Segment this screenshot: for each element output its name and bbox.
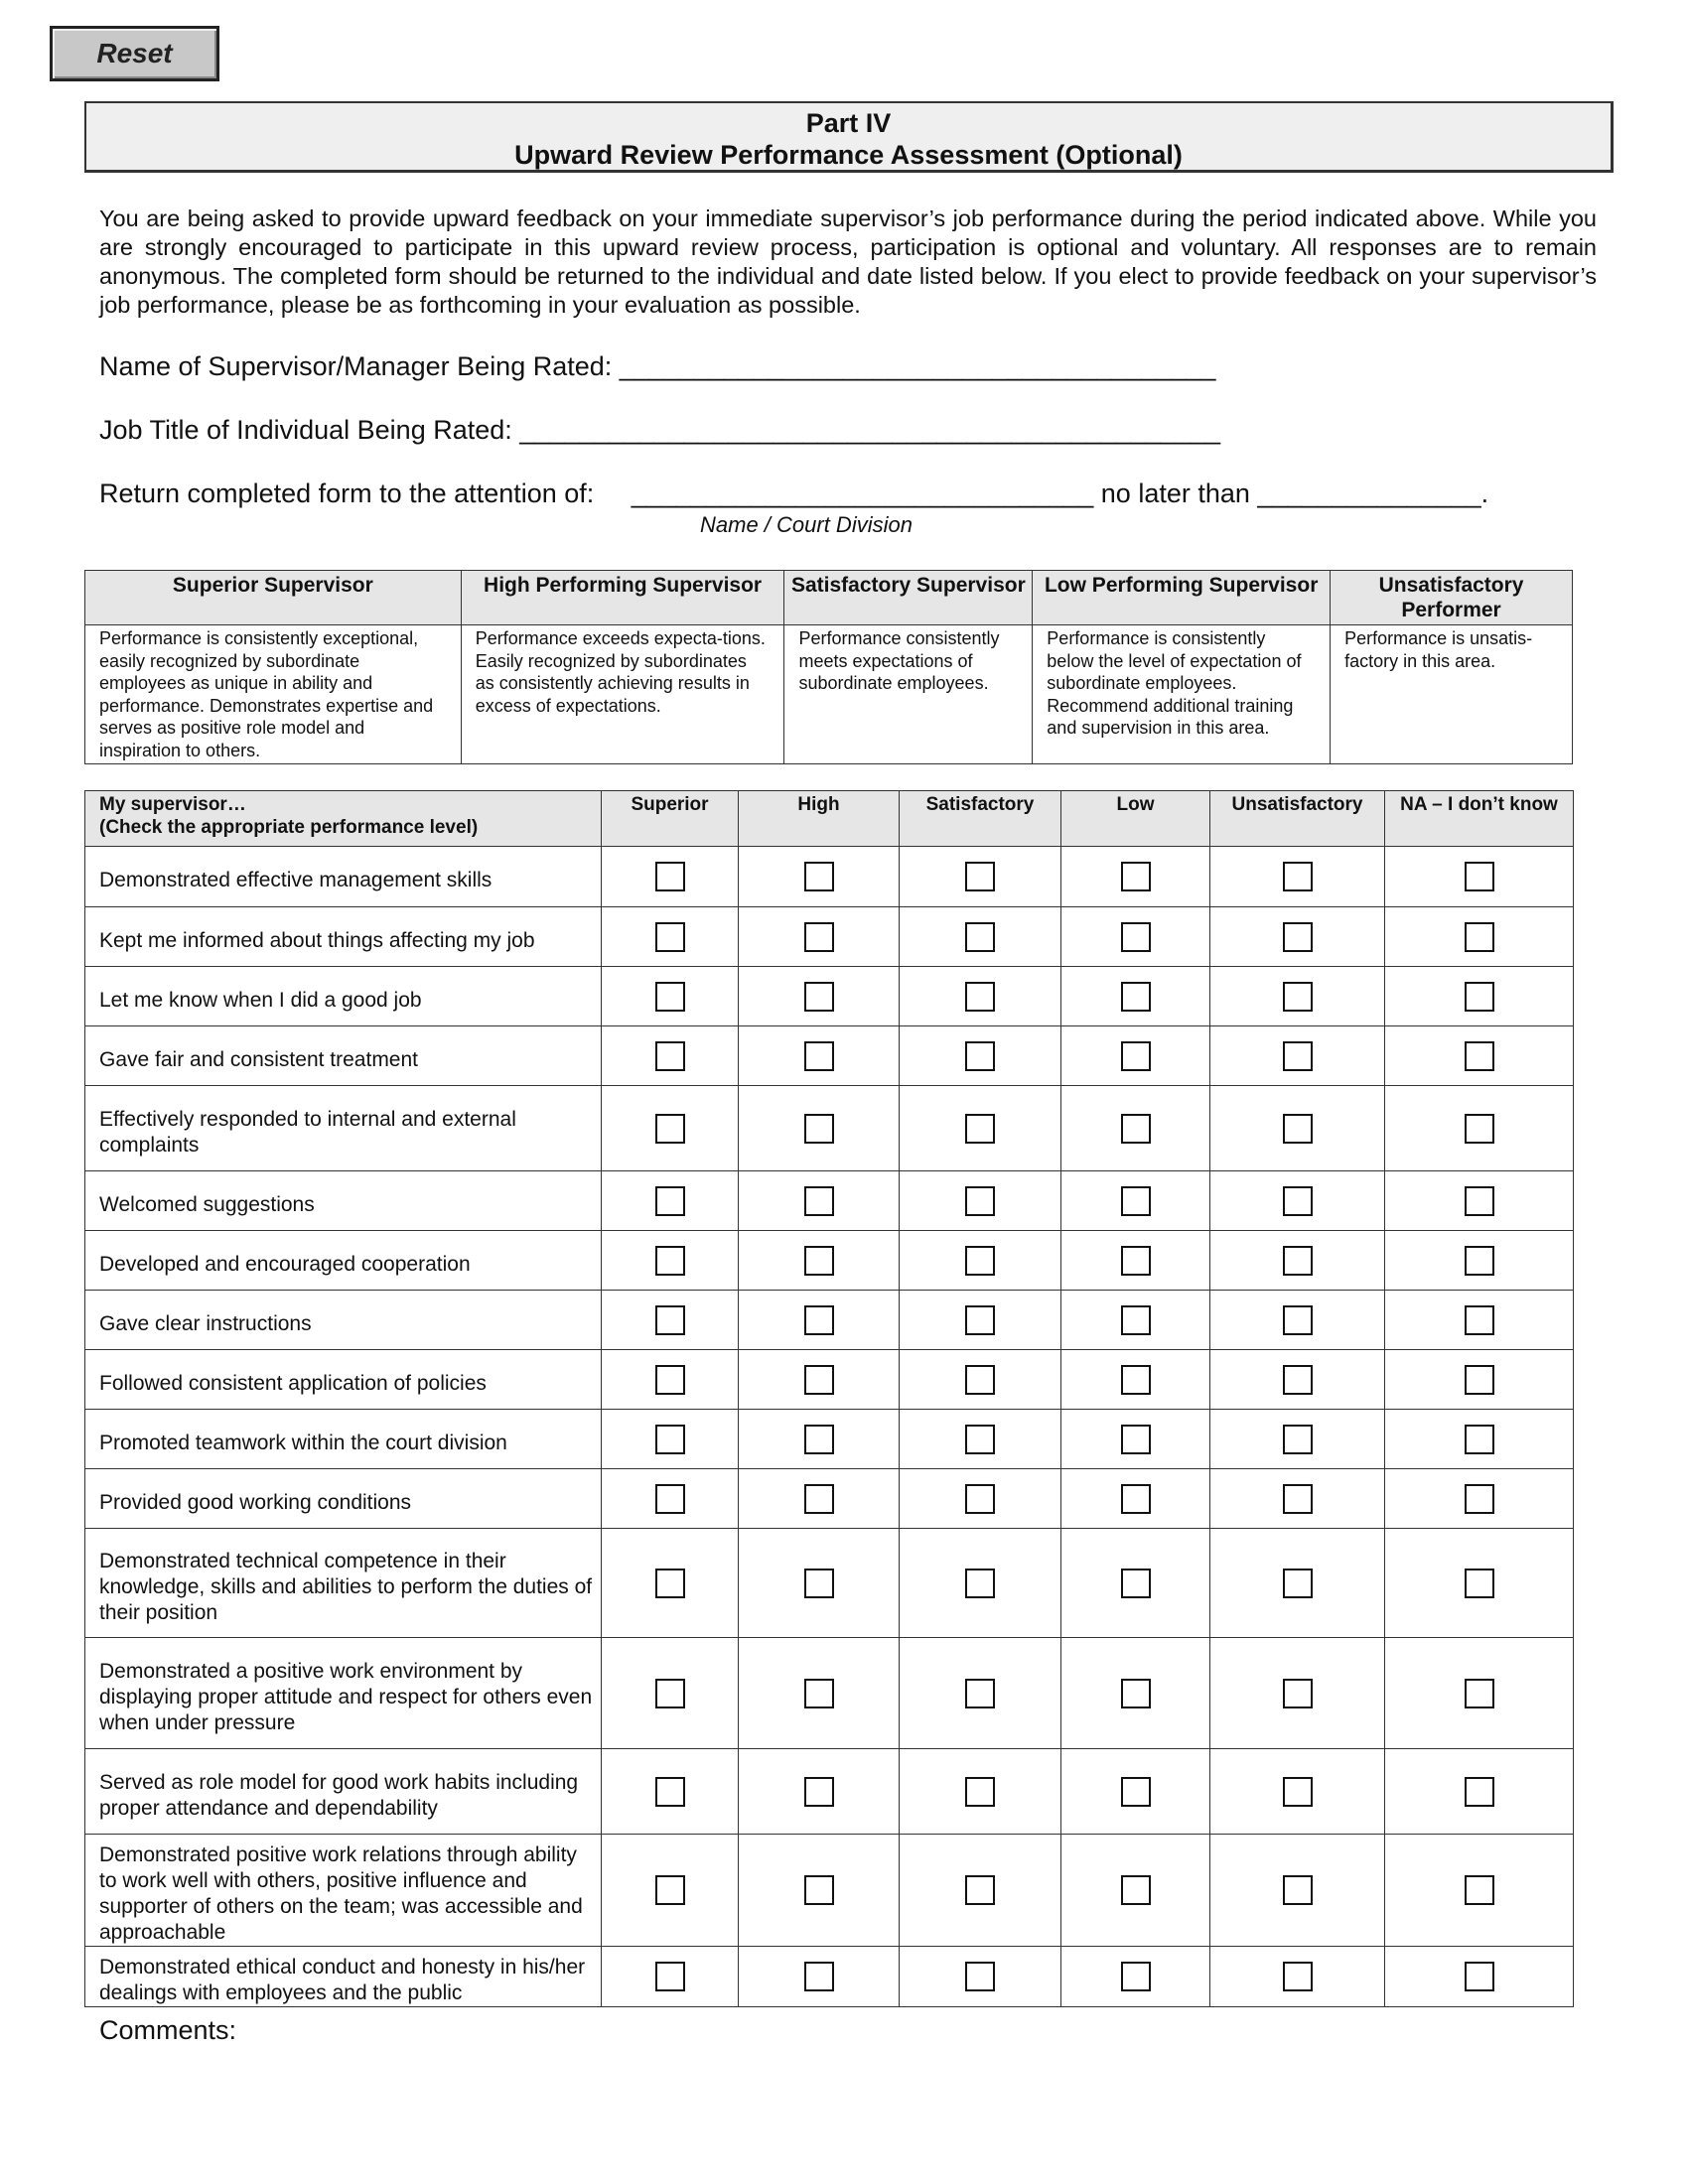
rating-cell-na: [1385, 967, 1574, 1026]
criterion-text: Promoted teamwork within the court division: [99, 1431, 507, 1454]
criterion-text: Demonstrated positive work relations through ability to work well with others, positive influence and supporter of others on the team; was accessible and approachable: [99, 1843, 583, 1944]
rating-cell-unsatisfactory: [1210, 1291, 1385, 1350]
checkbox-low[interactable]: [1121, 1246, 1151, 1276]
table-row: [85, 1410, 1574, 1469]
level-title: Satisfactory Supervisor: [784, 571, 1033, 625]
rating-cell-na: [1385, 1469, 1574, 1529]
reset-button[interactable]: Reset: [50, 26, 219, 81]
rating-cell-low: [1061, 1469, 1210, 1529]
checkbox-superior[interactable]: [655, 1679, 685, 1708]
column-na: NA – I don’t know: [1385, 791, 1574, 847]
table-row: [85, 1947, 1574, 2007]
rating-cell-na: [1385, 847, 1574, 907]
column-unsatisfactory: Unsatisfactory: [1210, 791, 1385, 847]
checkbox-low[interactable]: [1121, 1569, 1151, 1598]
rating-cell-unsatisfactory: [1210, 907, 1385, 967]
checkbox-na[interactable]: [1465, 1679, 1494, 1708]
checkbox-superior[interactable]: [655, 1246, 685, 1276]
return-caption: Name / Court Division: [700, 512, 913, 537]
checkbox-superior[interactable]: [655, 1041, 685, 1071]
part-number: Part IV: [805, 108, 892, 138]
rating-cell-low: [1061, 1529, 1210, 1638]
criterion-label: [85, 1350, 602, 1410]
rating-cell-superior: [602, 1835, 739, 1947]
column-low: Low: [1061, 791, 1210, 847]
checkbox-low[interactable]: [1121, 1875, 1151, 1905]
checkbox-satisfactory[interactable]: [965, 1484, 995, 1514]
rating-cell-superior: [602, 1469, 739, 1529]
rating-cell-unsatisfactory: [1210, 1086, 1385, 1171]
rating-cell-low: [1061, 1638, 1210, 1749]
rating-cell-satisfactory: [900, 1749, 1061, 1835]
rating-cell-unsatisfactory: [1210, 1529, 1385, 1638]
criterion-label: [85, 1835, 602, 1947]
rating-cell-unsatisfactory: [1210, 967, 1385, 1026]
rating-header-line2: (Check the appropriate performance level): [99, 817, 479, 838]
checkbox-satisfactory[interactable]: [965, 1679, 995, 1708]
checkbox-superior[interactable]: [655, 1962, 685, 1991]
rating-cell-high: [739, 1835, 900, 1947]
part-header: [84, 101, 1614, 173]
rating-cell-high: [739, 1469, 900, 1529]
rating-cell-satisfactory: [900, 1529, 1061, 1638]
level-title: Superior Supervisor: [85, 571, 462, 625]
table-row: [85, 1835, 1574, 1947]
table-row: [85, 1291, 1574, 1350]
checkbox-high[interactable]: [804, 1041, 834, 1071]
criterion-label: [85, 967, 602, 1026]
checkbox-low[interactable]: [1121, 1186, 1151, 1216]
rating-cell-high: [739, 967, 900, 1026]
rating-cell-satisfactory: [900, 1410, 1061, 1469]
table-row: [85, 1026, 1574, 1086]
checkbox-unsatisfactory[interactable]: [1283, 1305, 1313, 1335]
rating-cell-unsatisfactory: [1210, 1638, 1385, 1749]
checkbox-high[interactable]: [804, 1425, 834, 1454]
rating-cell-low: [1061, 847, 1210, 907]
criterion-text: Gave fair and consistent treatment: [99, 1047, 418, 1071]
rating-cell-low: [1061, 907, 1210, 967]
checkbox-superior[interactable]: [655, 1114, 685, 1144]
rating-cell-low: [1061, 1835, 1210, 1947]
checkbox-satisfactory[interactable]: [965, 1186, 995, 1216]
checkbox-high[interactable]: [804, 1875, 834, 1905]
rating-cell-superior: [602, 1291, 739, 1350]
checkbox-satisfactory[interactable]: [965, 1365, 995, 1395]
table-row: [85, 967, 1574, 1026]
table-row: [85, 1231, 1574, 1291]
checkbox-low[interactable]: [1121, 1679, 1151, 1708]
criterion-label: [85, 1026, 602, 1086]
rating-cell-high: [739, 1638, 900, 1749]
return-to-field[interactable]: Return completed form to the attention of: _______________________________ no later than _______________.: [99, 478, 1489, 508]
table-row: [85, 1469, 1574, 1529]
rating-cell-low: [1061, 1231, 1210, 1291]
rating-cell-unsatisfactory: [1210, 1350, 1385, 1410]
checkbox-unsatisfactory[interactable]: [1283, 1962, 1313, 1991]
checkbox-low[interactable]: [1121, 1425, 1151, 1454]
rating-cell-satisfactory: [900, 1171, 1061, 1231]
levels-desc-row: [85, 625, 1573, 764]
criterion-text: Let me know when I did a good job: [99, 988, 422, 1012]
level-desc: Performance is consistently below the level of expectation of subordinate employees. Recommend additional training and supervision in this area.: [1033, 625, 1331, 764]
level-desc: Performance exceeds expecta-tions. Easily recognized by subordinates as consistently achieving results in excess of expectations.: [461, 625, 784, 764]
checkbox-superior[interactable]: [655, 1365, 685, 1395]
checkbox-unsatisfactory[interactable]: [1283, 1425, 1313, 1454]
level-desc: Performance consistently meets expectations of subordinate employees.: [784, 625, 1033, 764]
supervisor-name-field[interactable]: Name of Supervisor/Manager Being Rated: ________________________________________: [99, 351, 1216, 381]
criterion-text: Demonstrated a positive work environment by displaying proper attitude and respect for others even when under pressure: [99, 1659, 593, 1734]
rating-header-line1: My supervisor…: [99, 794, 246, 815]
checkbox-superior[interactable]: [655, 1186, 685, 1216]
criterion-label: [85, 1171, 602, 1231]
rating-cell-unsatisfactory: [1210, 1469, 1385, 1529]
rating-cell-low: [1061, 1026, 1210, 1086]
checkbox-high[interactable]: [804, 1305, 834, 1335]
checkbox-satisfactory[interactable]: [965, 1246, 995, 1276]
job-title-field[interactable]: Job Title of Individual Being Rated: _______________________________________________: [99, 415, 1221, 445]
checkbox-na[interactable]: [1465, 1365, 1494, 1395]
table-row: [85, 1749, 1574, 1835]
rating-cell-superior: [602, 907, 739, 967]
rating-cell-low: [1061, 1947, 1210, 2007]
table-row: [85, 1638, 1574, 1749]
rating-cell-low: [1061, 1086, 1210, 1171]
page-title: Upward Review Performance Assessment (Optional): [514, 140, 1183, 170]
checkbox-na[interactable]: [1465, 1305, 1494, 1335]
rating-cell-superior: [602, 1086, 739, 1171]
checkbox-na[interactable]: [1465, 1962, 1494, 1991]
checkbox-na[interactable]: [1465, 1484, 1494, 1514]
checkbox-low[interactable]: [1121, 922, 1151, 952]
comments-label: Comments:: [99, 2015, 237, 2045]
rating-cell-high: [739, 1410, 900, 1469]
rating-cell-unsatisfactory: [1210, 1171, 1385, 1231]
rating-cell-unsatisfactory: [1210, 1749, 1385, 1835]
checkbox-na[interactable]: [1465, 1041, 1494, 1071]
checkbox-na[interactable]: [1465, 922, 1494, 952]
rating-cell-unsatisfactory: [1210, 1410, 1385, 1469]
rating-cell-na: [1385, 1529, 1574, 1638]
rating-cell-high: [739, 1086, 900, 1171]
table-row: [85, 1350, 1574, 1410]
checkbox-high[interactable]: [804, 922, 834, 952]
checkbox-superior[interactable]: [655, 1777, 685, 1807]
checkbox-unsatisfactory[interactable]: [1283, 1484, 1313, 1514]
checkbox-satisfactory[interactable]: [965, 1305, 995, 1335]
checkbox-satisfactory[interactable]: [965, 1777, 995, 1807]
checkbox-na[interactable]: [1465, 1875, 1494, 1905]
criterion-label: [85, 1291, 602, 1350]
rating-cell-satisfactory: [900, 1026, 1061, 1086]
rating-cell-na: [1385, 1749, 1574, 1835]
checkbox-satisfactory[interactable]: [965, 1569, 995, 1598]
checkbox-low[interactable]: [1121, 1114, 1151, 1144]
criterion-text: Followed consistent application of policies: [99, 1371, 487, 1395]
checkbox-high[interactable]: [804, 1114, 834, 1144]
rating-cell-na: [1385, 1086, 1574, 1171]
rating-cell-high: [739, 907, 900, 967]
rating-cell-satisfactory: [900, 1469, 1061, 1529]
criterion-label: [85, 1529, 602, 1638]
checkbox-na[interactable]: [1465, 1114, 1494, 1144]
criterion-label: [85, 907, 602, 967]
rating-cell-high: [739, 1026, 900, 1086]
rating-cell-na: [1385, 1231, 1574, 1291]
rating-cell-low: [1061, 1410, 1210, 1469]
checkbox-unsatisfactory[interactable]: [1283, 982, 1313, 1012]
rating-cell-na: [1385, 1947, 1574, 2007]
rating-cell-low: [1061, 1291, 1210, 1350]
rating-cell-na: [1385, 1410, 1574, 1469]
level-title: Low Performing Supervisor: [1033, 571, 1331, 625]
rating-cell-superior: [602, 1171, 739, 1231]
criterion-text: Demonstrated effective management skills: [99, 869, 492, 891]
levels-header-row: [85, 571, 1573, 625]
column-superior: Superior: [602, 791, 739, 847]
checkbox-superior[interactable]: [655, 1875, 685, 1905]
criterion-text: Demonstrated ethical conduct and honesty in his/her dealings with employees and the public: [99, 1956, 586, 2004]
checkbox-unsatisfactory[interactable]: [1283, 1777, 1313, 1807]
rating-cell-superior: [602, 847, 739, 907]
checkbox-superior[interactable]: [655, 1305, 685, 1335]
checkbox-unsatisfactory[interactable]: [1283, 1114, 1313, 1144]
checkbox-high[interactable]: [804, 1186, 834, 1216]
checkbox-unsatisfactory[interactable]: [1283, 862, 1313, 891]
criterion-label: [85, 1231, 602, 1291]
rating-cell-high: [739, 1749, 900, 1835]
checkbox-unsatisfactory[interactable]: [1283, 1875, 1313, 1905]
column-satisfactory: Satisfactory: [900, 791, 1061, 847]
checkbox-low[interactable]: [1121, 1365, 1151, 1395]
column-high: High: [739, 791, 900, 847]
checkbox-low[interactable]: [1121, 1041, 1151, 1071]
checkbox-na[interactable]: [1465, 982, 1494, 1012]
rating-cell-superior: [602, 1947, 739, 2007]
rating-cell-satisfactory: [900, 847, 1061, 907]
criterion-text: Provided good working conditions: [99, 1490, 412, 1514]
rating-cell-na: [1385, 1638, 1574, 1749]
rating-cell-unsatisfactory: [1210, 847, 1385, 907]
criterion-text: Kept me informed about things affecting my job: [99, 928, 535, 952]
checkbox-unsatisfactory[interactable]: [1283, 1041, 1313, 1071]
rating-cell-superior: [602, 1638, 739, 1749]
checkbox-superior[interactable]: [655, 1425, 685, 1454]
level-desc: Performance is consistently exceptional, easily recognized by subordinate employees as unique in ability and performance. Demonstrates expertise and serves as positive role model and inspiration to others.: [85, 625, 462, 764]
rating-cell-satisfactory: [900, 1350, 1061, 1410]
rating-cell-na: [1385, 1835, 1574, 1947]
criterion-label: [85, 847, 602, 907]
criterion-text: Gave clear instructions: [99, 1311, 312, 1335]
checkbox-high[interactable]: [804, 1569, 834, 1598]
rating-cell-low: [1061, 967, 1210, 1026]
criterion-label: [85, 1947, 602, 2007]
checkbox-superior[interactable]: [655, 1569, 685, 1598]
checkbox-high[interactable]: [804, 982, 834, 1012]
rating-cell-satisfactory: [900, 1231, 1061, 1291]
rating-header-row: [85, 791, 1574, 847]
intro-paragraph: You are being asked to provide upward feedback on your immediate supervisor’s job performance during the period indicated above. While you are strongly encouraged to participate in this upward review process, participation is optional and voluntary. All responses are to remain anonymous. The completed form should be returned to the individual and date listed below. If you elect to provide feedback on your supervisor’s job performance, please be as forthcoming in your evaluation as possible.: [99, 205, 1597, 318]
rating-cell-superior: [602, 1529, 739, 1638]
checkbox-satisfactory[interactable]: [965, 1962, 995, 1991]
criterion-label: [85, 1410, 602, 1469]
table-row: [85, 1086, 1574, 1171]
checkbox-high[interactable]: [804, 1365, 834, 1395]
criterion-text: Served as role model for good work habits including proper attendance and dependability: [99, 1770, 579, 1820]
level-title: Unsatisfactory Performer: [1331, 571, 1573, 625]
rating-cell-superior: [602, 1231, 739, 1291]
rating-cell-low: [1061, 1350, 1210, 1410]
rating-cell-unsatisfactory: [1210, 1231, 1385, 1291]
checkbox-low[interactable]: [1121, 1484, 1151, 1514]
rating-cell-superior: [602, 1749, 739, 1835]
rating-cell-superior: [602, 1026, 739, 1086]
checkbox-satisfactory[interactable]: [965, 1875, 995, 1905]
checkbox-na[interactable]: [1465, 1246, 1494, 1276]
checkbox-satisfactory[interactable]: [965, 862, 995, 891]
criterion-label: [85, 1086, 602, 1171]
table-row: [85, 1529, 1574, 1638]
checkbox-na[interactable]: [1465, 1425, 1494, 1454]
checkbox-high[interactable]: [804, 862, 834, 891]
checkbox-unsatisfactory[interactable]: [1283, 1365, 1313, 1395]
table-row: [85, 847, 1574, 907]
criterion-text: Demonstrated technical competence in their knowledge, skills and abilities to perform the duties of their position: [99, 1549, 593, 1624]
table-row: [85, 907, 1574, 967]
rating-cell-satisfactory: [900, 1291, 1061, 1350]
rating-cell-superior: [602, 1350, 739, 1410]
rating-cell-satisfactory: [900, 1947, 1061, 2007]
rating-cell-satisfactory: [900, 967, 1061, 1026]
criterion-label: [85, 1469, 602, 1529]
criterion-label: [85, 1749, 602, 1835]
checkbox-low[interactable]: [1121, 1305, 1151, 1335]
rating-cell-high: [739, 1231, 900, 1291]
checkbox-satisfactory[interactable]: [965, 1114, 995, 1144]
rating-cell-high: [739, 1947, 900, 2007]
rating-cell-high: [739, 1171, 900, 1231]
checkbox-satisfactory[interactable]: [965, 922, 995, 952]
checkbox-low[interactable]: [1121, 1962, 1151, 1991]
checkbox-low[interactable]: [1121, 982, 1151, 1012]
rating-cell-na: [1385, 1350, 1574, 1410]
criterion-text: Effectively responded to internal and external complaints: [99, 1107, 516, 1157]
rating-cell-high: [739, 1291, 900, 1350]
rating-table: [84, 790, 1574, 2007]
criterion-text: Developed and encouraged cooperation: [99, 1252, 471, 1276]
checkbox-na[interactable]: [1465, 1777, 1494, 1807]
checkbox-unsatisfactory[interactable]: [1283, 1569, 1313, 1598]
rating-cell-na: [1385, 1171, 1574, 1231]
checkbox-low[interactable]: [1121, 862, 1151, 891]
criterion-label: [85, 1638, 602, 1749]
checkbox-high[interactable]: [804, 1777, 834, 1807]
checkbox-low[interactable]: [1121, 1777, 1151, 1807]
checkbox-unsatisfactory[interactable]: [1283, 922, 1313, 952]
criterion-text: Welcomed suggestions: [99, 1192, 315, 1216]
rating-cell-low: [1061, 1171, 1210, 1231]
rating-cell-superior: [602, 1410, 739, 1469]
checkbox-unsatisfactory[interactable]: [1283, 1246, 1313, 1276]
checkbox-unsatisfactory[interactable]: [1283, 1679, 1313, 1708]
rating-cell-unsatisfactory: [1210, 1026, 1385, 1086]
checkbox-na[interactable]: [1465, 1569, 1494, 1598]
checkbox-superior[interactable]: [655, 982, 685, 1012]
checkbox-satisfactory[interactable]: [965, 1041, 995, 1071]
checkbox-high[interactable]: [804, 1246, 834, 1276]
rating-cell-satisfactory: [900, 1638, 1061, 1749]
rating-cell-superior: [602, 967, 739, 1026]
checkbox-superior[interactable]: [655, 862, 685, 891]
table-row: [85, 1171, 1574, 1231]
rating-cell-satisfactory: [900, 907, 1061, 967]
rating-cell-high: [739, 1350, 900, 1410]
rating-cell-high: [739, 847, 900, 907]
rating-cell-na: [1385, 907, 1574, 967]
checkbox-na[interactable]: [1465, 1186, 1494, 1216]
checkbox-satisfactory[interactable]: [965, 982, 995, 1012]
level-desc: Performance is unsatis-factory in this area.: [1331, 625, 1573, 764]
rating-cell-satisfactory: [900, 1086, 1061, 1171]
rating-cell-high: [739, 1529, 900, 1638]
checkbox-high[interactable]: [804, 1679, 834, 1708]
rating-header-label: [85, 791, 602, 847]
checkbox-high[interactable]: [804, 1484, 834, 1514]
rating-cell-na: [1385, 1291, 1574, 1350]
rating-cell-unsatisfactory: [1210, 1835, 1385, 1947]
performance-levels-table: [84, 570, 1573, 764]
level-title: High Performing Supervisor: [461, 571, 784, 625]
rating-cell-na: [1385, 1026, 1574, 1086]
rating-cell-low: [1061, 1749, 1210, 1835]
checkbox-unsatisfactory[interactable]: [1283, 1186, 1313, 1216]
rating-cell-satisfactory: [900, 1835, 1061, 1947]
checkbox-superior[interactable]: [655, 922, 685, 952]
checkbox-superior[interactable]: [655, 1484, 685, 1514]
checkbox-high[interactable]: [804, 1962, 834, 1991]
checkbox-na[interactable]: [1465, 862, 1494, 891]
checkbox-satisfactory[interactable]: [965, 1425, 995, 1454]
rating-cell-unsatisfactory: [1210, 1947, 1385, 2007]
